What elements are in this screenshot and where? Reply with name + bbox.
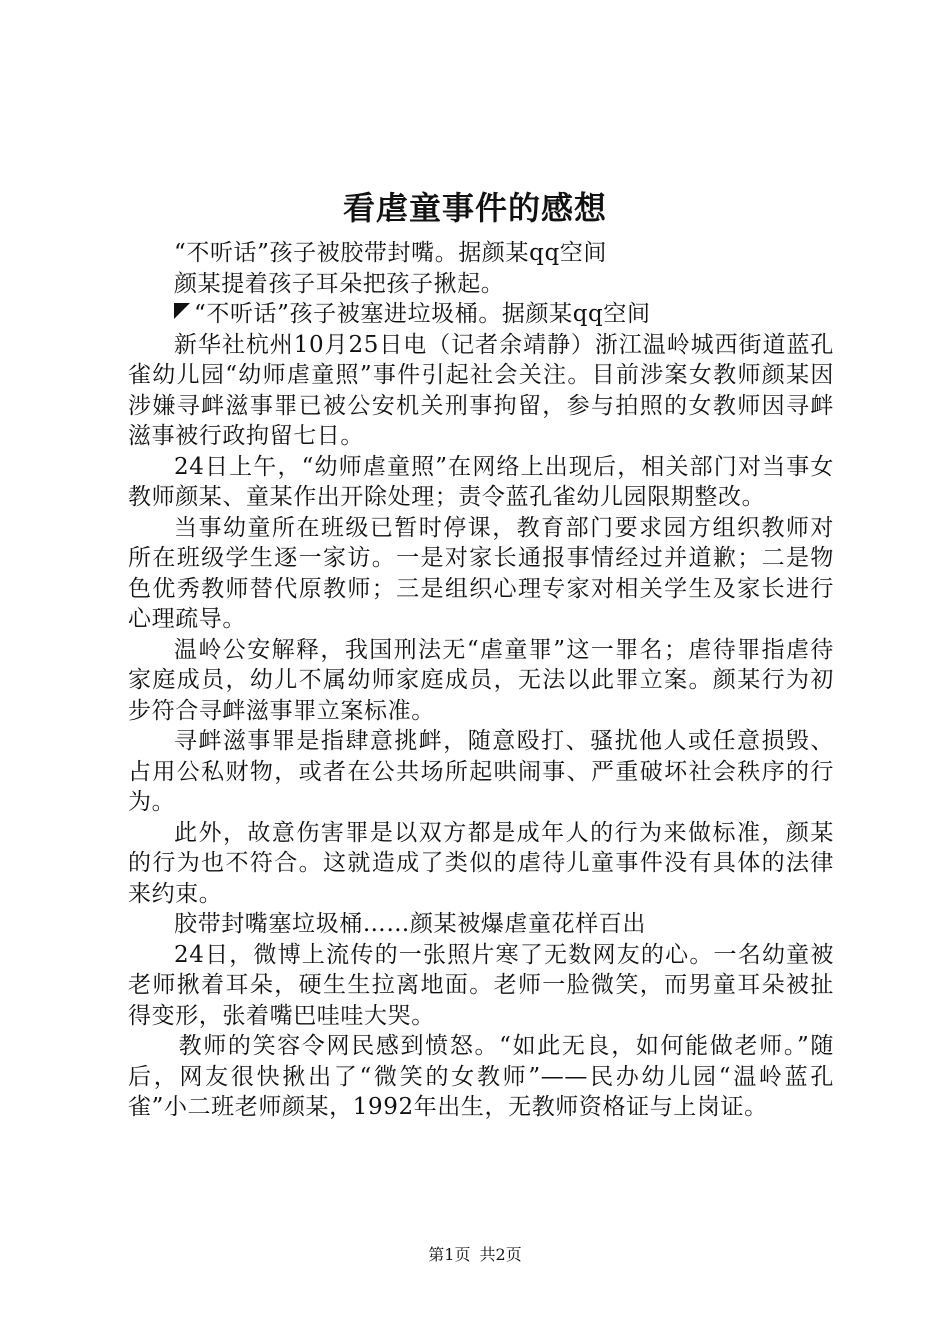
body-paragraph-9: 此外，故意伤害罪是以双方都是成年人的行为来做标准，颜某的行为也不符合。这就造成了类似的虐待儿童事件没有具体的法律来约束。 <box>128 819 834 907</box>
document-body <box>128 238 834 1123</box>
caption-paragraph-3-text: “不听话”孩子被塞进垃圾桶。据颜某qq空间 <box>194 301 651 327</box>
document-title: 看虐童事件的感想 <box>342 189 607 227</box>
page-footer <box>0 1243 950 1267</box>
caption-paragraph-1: “不听话”孩子被胶带封嘴。据颜某qq空间 <box>174 240 607 266</box>
body-paragraph-6: 当事幼童所在班级已暂时停课，教育部门要求园方组织教师对所在班级学生逐一家访。一是对家长通报事情经过并道歉；二是物色优秀教师替代原教师；三是组织心理专家对相关学生及家长进行心理疏导。 <box>128 514 834 632</box>
page-total: 共2页 <box>479 1245 522 1264</box>
body-paragraph-11: 24日，微博上流传的一张照片寒了无数网友的心。一名幼童被老师揪着耳朵，硬生生拉离地面。老师一脸微笑，而男童耳朵被扯得变形，张着嘴巴哇哇大哭。 <box>128 941 834 1029</box>
body-paragraph-5: 24日上午，“幼师虐童照”在网络上出现后，相关部门对当事女教师颜某、童某作出开除处理；责令蓝孔雀幼儿园限期整改。 <box>128 453 834 510</box>
body-paragraph-12: 教师的笑容令网民感到愤怒。“如此无良，如何能做老师。”随后，网友很快揪出了“微笑的女教师”——民办幼儿园“温岭蓝孔雀”小二班老师颜某，1992年出生，无教师资格证与上岗证。 <box>128 1033 834 1120</box>
page-number: 第1页 <box>428 1245 471 1264</box>
caption-paragraph-2: 颜某提着孩子耳朵把孩子揪起。 <box>174 270 505 297</box>
caption-paragraph-3 <box>128 299 834 330</box>
triangle-bullet-icon <box>174 303 190 319</box>
section-heading: 胶带封嘴塞垃圾桶……颜某被爆虐童花样百出 <box>174 911 646 937</box>
body-paragraph-8: 寻衅滋事罪是指肆意挑衅，随意殴打、骚扰他人或任意损毁、占用公私财物，或者在公共场所起哄闹事、严重破坏社会秩序的行为。 <box>128 728 834 815</box>
body-paragraph-7: 温岭公安解释，我国刑法无“虐童罪”这一罪名；虐待罪指虐待家庭成员，幼儿不属幼师家庭成员，无法以此罪立案。颜某行为初步符合寻衅滋事罪立案标准。 <box>128 636 834 724</box>
body-paragraph-4: 新华社杭州10月25日电（记者余靖静）浙江温岭城西街道蓝孔雀幼儿园“幼师虐童照”事件引起社会关注。目前涉案女教师颜某因涉嫌寻衅滋事罪已被公安机关刑事拘留，参与拍照的女教师因寻衅滋事被行政拘留七日。 <box>128 331 834 449</box>
